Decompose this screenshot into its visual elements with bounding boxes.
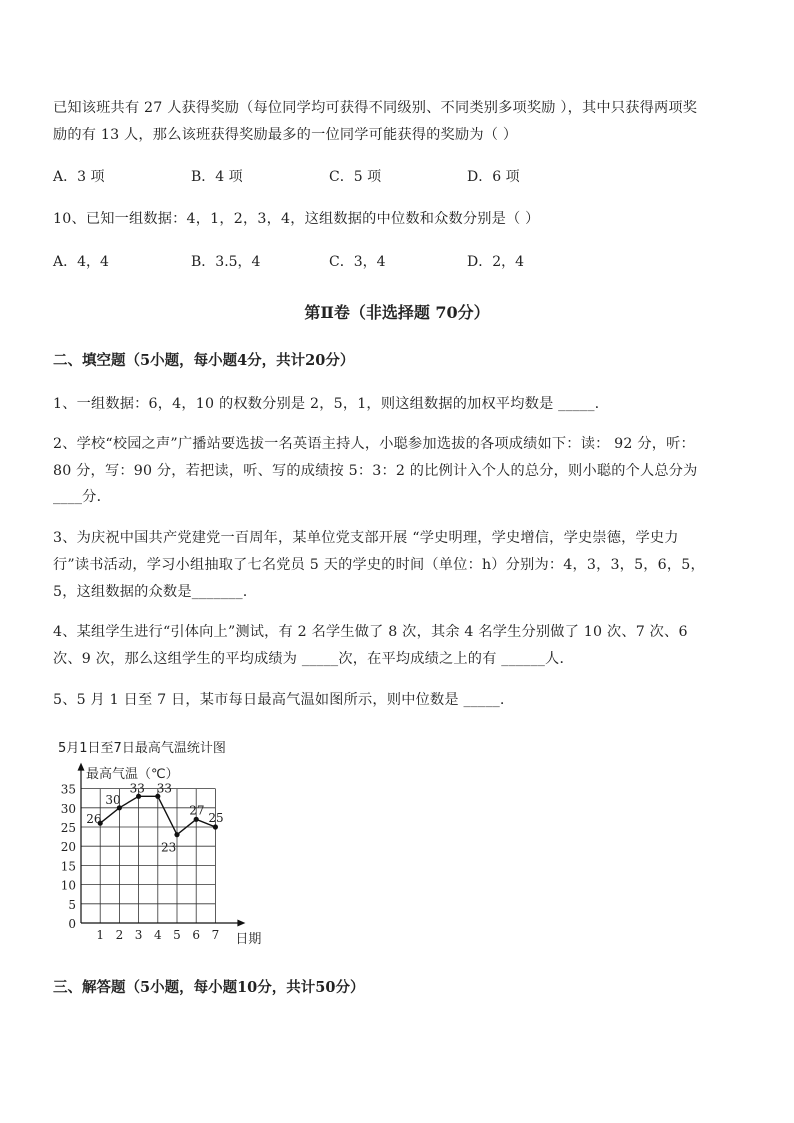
x-tick-label: 4 — [153, 928, 162, 942]
temperature-line-chart — [48, 738, 288, 953]
fill-q1: 1、一组数据：6，4，10 的权数分别是 2，5，1，则这组数据的加权平均数是 _____. — [53, 396, 600, 412]
q9-option-a: A．3 项 — [53, 169, 105, 185]
x-tick-label: 2 — [115, 928, 124, 942]
fill-q2-line1: 2、学校“校园之声”广播站要选拔一名英语主持人，小聪参加选拔的各项成绩如下：读： 92 分，听： — [53, 436, 695, 452]
q9-option-b: B．4 项 — [191, 169, 243, 185]
q10-option-d: D．2，4 — [467, 254, 525, 270]
x-tick-label: 3 — [134, 928, 143, 942]
q10-option-a: A．4，4 — [53, 254, 109, 270]
x-tick-label: 1 — [96, 928, 105, 942]
data-label: 25 — [208, 811, 224, 825]
data-point — [174, 832, 179, 837]
fill-q2-line2: 80 分，写：90 分，若把读，听、写的成绩按 5：3：2 的比例计入个人的总分，则小聪的个人总分为 — [53, 463, 698, 479]
part2-title: 第Ⅱ卷（非选择题 70分） — [304, 303, 490, 322]
data-label: 23 — [161, 840, 177, 855]
x-tick-label: 5 — [173, 928, 181, 942]
q9-option-c: C．5 项 — [329, 169, 382, 185]
chart-ylabel: 最高气温（℃） — [86, 767, 179, 782]
data-point — [213, 824, 218, 829]
fill-q5: 5、5 月 1 日至 7 日，某市每日最高气温如图所示，则中位数是 _____. — [53, 692, 505, 708]
q9-text-line1: 已知该班共有 27 人获得奖励（每位同学均可获得不同级别、不同类别多项奖励 ），其中只获得两项奖 — [53, 100, 698, 116]
x-tick-label: 6 — [192, 928, 201, 942]
data-point — [194, 817, 199, 822]
q9-option-d: D．6 项 — [467, 169, 520, 185]
chart-xlabel: 日期 — [235, 932, 262, 947]
y-tick-label: 15 — [60, 859, 76, 874]
y-tick-label: 5 — [68, 897, 76, 912]
x-axis-arrow — [237, 920, 245, 927]
data-label: 30 — [105, 792, 121, 807]
fill-q2-line3: ____分． — [53, 489, 111, 505]
y-axis-arrow — [78, 763, 85, 771]
fill-q3-line2: 行”读书活动，学习小组抽取了七名党员 5 天的学史的时间（单位：h）分别为：4，3，3，5，6，5， — [53, 557, 705, 573]
data-label: 27 — [189, 803, 205, 818]
data-label: 26 — [86, 812, 102, 827]
x-tick-label: 7 — [211, 928, 220, 942]
fill-q3-line1: 3、为庆祝中国共产党建党一百周年，某单位党支部开展 “学史明理，学史增信，学史崇德，学史力 — [53, 530, 679, 546]
fill-q4-line2: 次、9 次，那么这组学生的平均成绩为 _____次，在平均成绩之上的有 ______人． — [53, 651, 574, 667]
chart-title: 5月1日至7日最高气温统计图 — [58, 741, 226, 756]
section3-title: 三、解答题（5小题，每小题10分，共计50分） — [53, 979, 365, 996]
fill-q4-line1: 4、某组学生进行“引体向上”测试，有 2 名学生做了 8 次，其余 4 名学生分别做了 10 次、7 次、6 — [53, 624, 688, 640]
data-label: 33 — [129, 781, 145, 796]
y-tick-label: 10 — [60, 878, 76, 893]
q10-option-c: C．3，4 — [329, 254, 386, 270]
q9-text-line2: 励的有 13 人，那么该班获得奖励最多的一位同学可能获得的奖励为（ ） — [53, 127, 518, 143]
y-tick-label: 35 — [60, 782, 76, 797]
fill-q3-line3: 5，这组数据的众数是_______. — [53, 584, 248, 600]
y-tick-label: 25 — [60, 821, 76, 835]
q10-text: 10、已知一组数据：4，1，2，3，4，这组数据的中位数和众数分别是（ ） — [53, 211, 540, 227]
data-label: 33 — [156, 781, 173, 796]
y-tick-label: 0 — [68, 917, 76, 931]
q10-option-b: B．3.5，4 — [191, 254, 261, 270]
y-tick-label: 30 — [60, 801, 76, 816]
section2-title: 二、填空题（5小题，每小题4分，共计20分） — [53, 352, 355, 369]
y-tick-label: 20 — [60, 840, 76, 855]
